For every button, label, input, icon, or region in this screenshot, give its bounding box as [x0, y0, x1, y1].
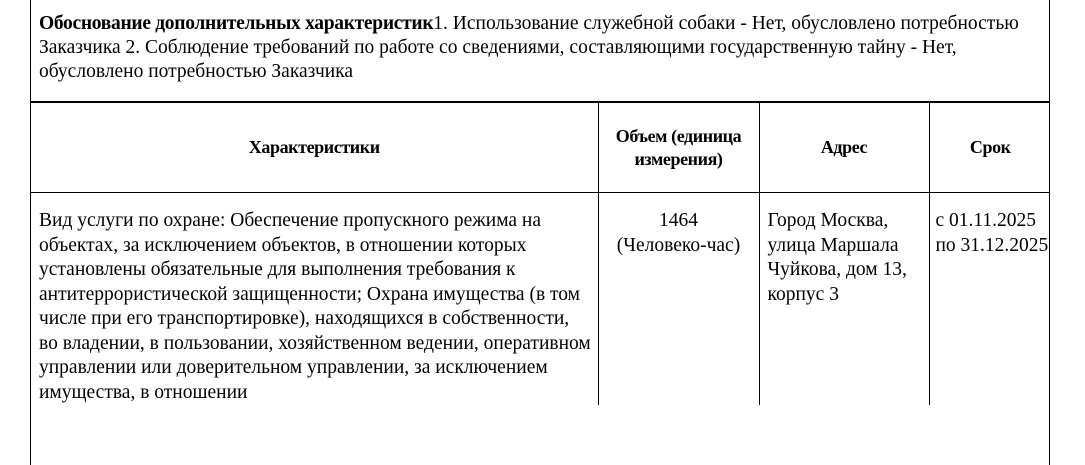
cell-volume	[598, 193, 759, 406]
cell-address: Город Москва, улица Маршала Чуйкова, дом 13, корпус 3	[759, 193, 929, 406]
table-row	[31, 193, 1050, 406]
justification-title: Обоснование дополнительных характеристик	[39, 13, 434, 34]
header-address: Адрес	[759, 103, 929, 193]
characteristics-table	[31, 103, 1050, 405]
table-header-row	[31, 103, 1050, 193]
cell-volume-text: 1464 (Человеко-час)	[616, 210, 741, 256]
document-frame	[30, 0, 1050, 465]
header-term: Срок	[929, 103, 1050, 193]
justification-block	[31, 0, 1049, 103]
header-volume	[598, 103, 759, 193]
justification-text: 1. Использование служебной собаки - Нет, обусловлено потребностью Заказчика 2. Соблюдение требований по работе со сведениями, составляющими государственную тайну - Нет, обусловлено потребностью Заказчика	[39, 13, 1019, 82]
header-volume-label: Объем (единица измерения)	[615, 125, 742, 169]
header-characteristics: Характеристики	[31, 103, 598, 193]
cell-term: с 01.11.2025 по 31.12.2025	[935, 210, 1049, 256]
cell-characteristics: Вид услуги по охране: Обеспечение пропускного режима на объектах, за исключением объектов, в отношении которых установлены обязательные для выполнения требования к антитеррористической защищенности; Охрана имущества (в том числе при его транспортировке), находящихся в собственности, во владении, в пользовании, хозяйственном ведении, оперативном управлении или доверительном управлении, за исключением имущества, в отношении	[31, 193, 598, 406]
